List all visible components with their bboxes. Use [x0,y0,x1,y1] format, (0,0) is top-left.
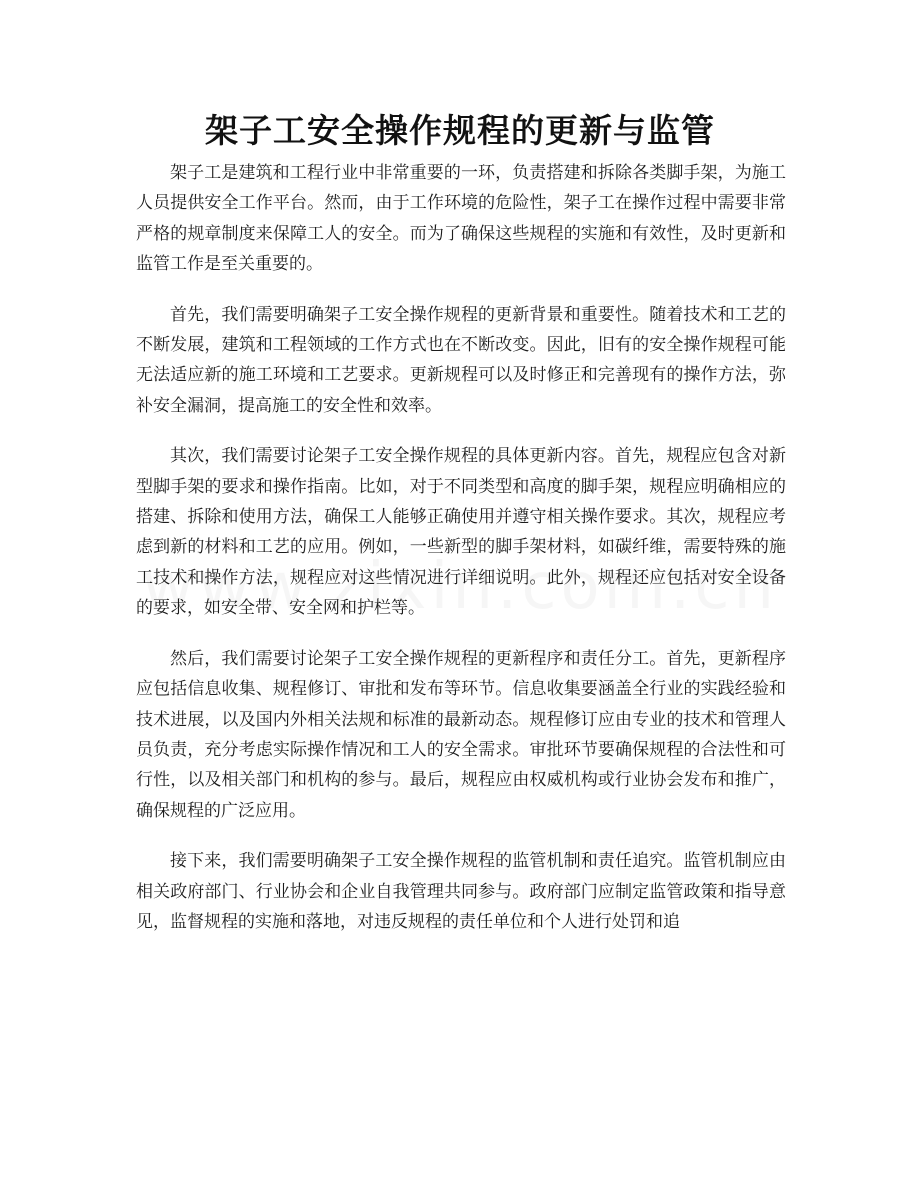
paragraph: 其次，我们需要讨论架子工安全操作规程的具体更新内容。首先，规程应包含对新型脚手架的要求和操作指南。比如，对于不同类型和高度的脚手架，规程应明确相应的搭建、拆除和使用方法，确保工人能够正确使用并遵守相关操作要求。其次，规程应考虑到新的材料和工艺的应用。例如，一些新型的脚手架材料，如碳纤维，需要特殊的施工技术和操作方法，规程应对这些情况进行详细说明。此外，规程还应包括对安全设备的要求，如安全带、安全网和护栏等。 [136,446,786,619]
document-title: 架子工安全操作规程的更新与监管 [205,111,715,150]
document-body [136,158,786,957]
paragraph: 架子工是建筑和工程行业中非常重要的一环，负责搭建和拆除各类脚手架，为施工人员提供安全工作平台。然而，由于工作环境的危险性，架子工在操作过程中需要非常严格的规章制度来保障工人的安全。而为了确保这些规程的实施和有效性，及时更新和监管工作是至关重要的。 [136,163,786,275]
paragraph: 首先，我们需要明确架子工安全操作规程的更新背景和重要性。随着技术和工艺的不断发展，建筑和工程领域的工作方式也在不断改变。因此，旧有的安全操作规程可能无法适应新的施工环境和工艺要求。更新规程可以及时修正和完善现有的操作方法，弥补安全漏洞，提高施工的安全性和效率。 [136,304,786,416]
paragraph: 接下来，我们需要明确架子工安全操作规程的监管机制和责任追究。监管机制应由相关政府部门、行业协会和企业自我管理共同参与。政府部门应制定监管政策和指导意见，监督规程的实施和落地，对违反规程的责任单位和个人进行处罚和追 [136,851,786,932]
paragraph: 然后，我们需要讨论架子工安全操作规程的更新程序和责任分工。首先，更新程序应包括信息收集、规程修订、审批和发布等环节。信息收集要涵盖全行业的实践经验和技术进展，以及国内外相关法规和标准的最新动态。规程修订应由专业的技术和管理人员负责，充分考虑实际操作情况和工人的安全需求。审批环节要确保规程的合法性和可行性，以及相关部门和机构的参与。最后，规程应由权威机构或行业协会发布和推广，确保规程的广泛应用。 [136,648,786,821]
